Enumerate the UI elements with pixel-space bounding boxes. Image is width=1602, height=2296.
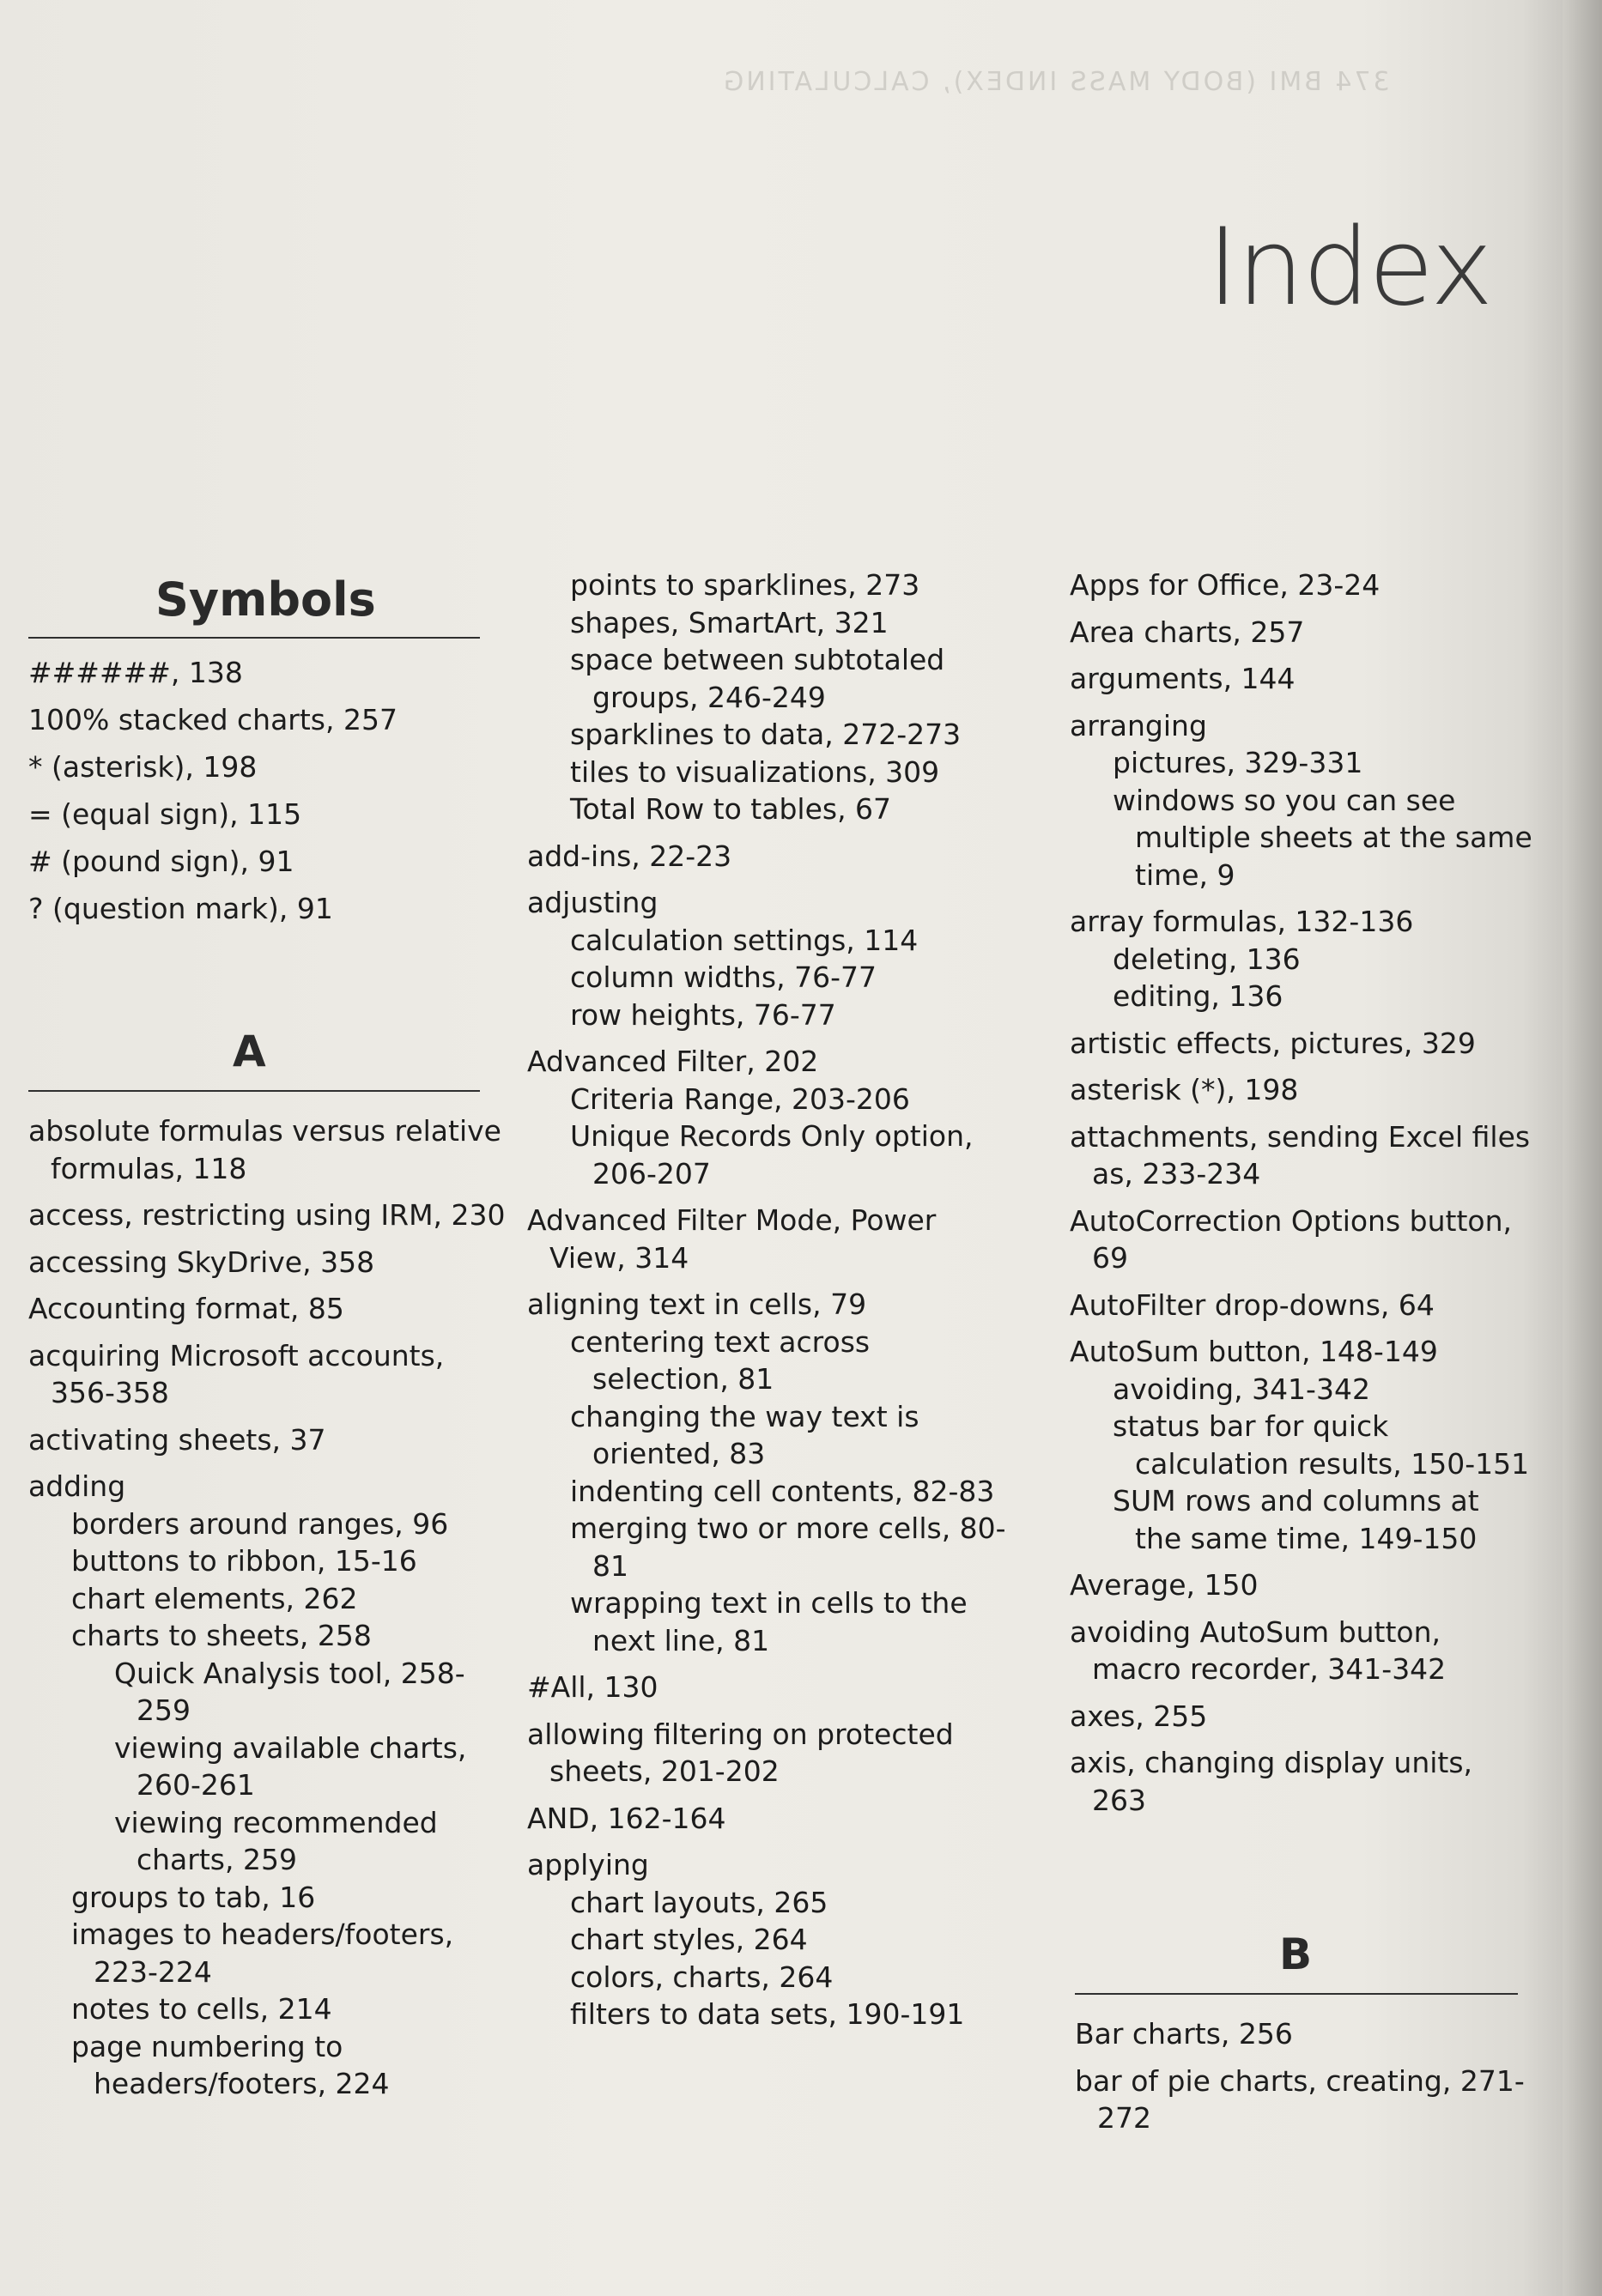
- index-subsubentry: Quick Analysis tool, 258-259: [114, 1656, 465, 1727]
- index-subentry: borders around ranges, 96: [71, 1506, 449, 1541]
- index-entry: add-ins, 22-23: [527, 839, 732, 873]
- index-entry: applying: [527, 1848, 649, 1881]
- index-subentry: deleting, 136: [1113, 942, 1301, 976]
- index-subentry: chart layouts, 265: [570, 1885, 828, 1919]
- symbols-entries: [28, 654, 509, 937]
- index-subsubentry: viewing available charts, 260-261: [114, 1730, 467, 1802]
- index-entry: Area charts, 257: [1070, 615, 1305, 649]
- index-entry: Bar charts, 256: [1075, 2017, 1293, 2051]
- index-entry: Average, 150: [1070, 1568, 1259, 1602]
- index-entry: AutoFilter drop-downs, 64: [1070, 1287, 1435, 1322]
- index-subentry: merging two or more cells, 80-81: [570, 1511, 1006, 1583]
- index-subentry: Total Row to tables, 67: [570, 792, 892, 826]
- index-subentry: space between subtotaled groups, 246-249: [570, 643, 945, 714]
- index-subentry: shapes, SmartArt, 321: [570, 605, 889, 639]
- index-entry: = (equal sign), 115: [28, 797, 302, 831]
- book-spine-shadow: [1563, 0, 1602, 2296]
- index-subentry: filters to data sets, 190-191: [570, 1997, 965, 2031]
- index-subentry: indenting cell contents, 82-83: [570, 1474, 995, 1508]
- section-rule-b: [1075, 1993, 1518, 1995]
- index-entry: Advanced Filter Mode, Power View, 314: [527, 1203, 937, 1275]
- index-subentry: chart elements, 262: [71, 1581, 358, 1615]
- index-entry: activating sheets, 37: [28, 1422, 326, 1457]
- index-subentry: buttons to ribbon, 15-16: [71, 1544, 417, 1578]
- index-subentry: pictures, 329-331: [1113, 746, 1363, 779]
- index-entry: #All, 130: [527, 1670, 658, 1704]
- section-heading-symbols: Symbols: [155, 572, 376, 627]
- col3-entries: [1070, 566, 1533, 1828]
- index-subentry: Unique Records Only option, 206-207: [570, 1119, 974, 1190]
- index-entry: Accounting format, 85: [28, 1292, 344, 1325]
- index-entry: * (asterisk), 198: [28, 750, 258, 784]
- index-entry: accessing SkyDrive, 358: [28, 1245, 375, 1279]
- index-entry: arguments, 144: [1070, 662, 1296, 695]
- index-entry: Advanced Filter, 202: [527, 1045, 819, 1078]
- index-entry: asterisk (*), 198: [1070, 1073, 1299, 1106]
- index-entry: AND, 162-164: [527, 1801, 726, 1835]
- index-entry: access, restricting using IRM, 230: [28, 1198, 506, 1232]
- section-heading-a: A: [233, 1027, 266, 1076]
- index-entry: arranging: [1070, 708, 1207, 742]
- index-entry: bar of pie charts, creating, 271-272: [1075, 2063, 1525, 2135]
- bleed-through-header: 374 BMI (BODY MASS INDEX), CALCULATING: [721, 67, 1390, 97]
- index-entry: avoiding AutoSum button, macro recorder, 341-342: [1070, 1614, 1447, 1686]
- index-subentry: groups to tab, 16: [71, 1880, 316, 1914]
- page-title: Index: [1207, 206, 1492, 330]
- index-entry: axes, 255: [1070, 1699, 1208, 1733]
- index-subentry: images to headers/footers, 223-224: [71, 1917, 454, 1989]
- index-subentry: changing the way text is oriented, 83: [570, 1399, 919, 1470]
- index-entry: ######, 138: [28, 656, 243, 689]
- index-entry: array formulas, 132-136: [1070, 905, 1414, 938]
- index-subentry: points to sparklines, 273: [570, 568, 920, 602]
- index-entry: axis, changing display units, 263: [1070, 1746, 1473, 1817]
- index-subentry: chart styles, 264: [570, 1923, 808, 1956]
- index-entry: acquiring Microsoft accounts, 356-358: [28, 1338, 445, 1409]
- index-entry: adding: [28, 1469, 126, 1503]
- section-rule-a: [28, 1090, 480, 1092]
- index-subentry: column widths, 76-77: [570, 960, 877, 994]
- index-entry: # (pound sign), 91: [28, 845, 294, 878]
- index-subentry: calculation settings, 114: [570, 923, 919, 957]
- index-subentry: status bar for quick calculation results, 150-151: [1113, 1409, 1530, 1481]
- section-heading-b: B: [1279, 1929, 1313, 1979]
- index-subentry: charts to sheets, 258: [71, 1619, 372, 1652]
- index-subentry: tiles to visualizations, 309: [570, 754, 940, 789]
- index-entry: absolute formulas versus relative formulas, 118: [28, 1114, 501, 1185]
- index-subentry: windows so you can see multiple sheets at the same time, 9: [1113, 783, 1532, 892]
- index-entry: allowing filtering on protected sheets, 201-202: [527, 1717, 954, 1788]
- index-entry: artistic effects, pictures, 329: [1070, 1026, 1476, 1060]
- index-entry: ? (question mark), 91: [28, 892, 333, 925]
- index-subentry: sparklines to data, 272-273: [570, 718, 962, 751]
- section-rule-symbols: [28, 637, 480, 639]
- index-subsubentry: viewing recommended charts, 259: [114, 1805, 438, 1876]
- index-subentry: row heights, 76-77: [570, 997, 836, 1032]
- index-subentry: Criteria Range, 203-206: [570, 1081, 910, 1116]
- index-subentry: colors, charts, 264: [570, 1960, 834, 1994]
- index-entry: attachments, sending Excel files as, 233-234: [1070, 1119, 1531, 1190]
- b-entries: [1075, 2015, 1538, 2147]
- index-entry: adjusting: [527, 886, 658, 919]
- index-subentry: centering text across selection, 81: [570, 1324, 871, 1396]
- index-subentry: wrapping text in cells to the next line, 81: [570, 1586, 968, 1657]
- index-subentry: page numbering to headers/footers, 224: [71, 2029, 390, 2100]
- index-entry: 100% stacked charts, 257: [28, 703, 397, 736]
- index-entry: Apps for Office, 23-24: [1070, 568, 1381, 602]
- col2-entries: [527, 566, 1008, 2033]
- index-entry: AutoSum button, 148-149: [1070, 1335, 1438, 1368]
- index-subentry: notes to cells, 214: [71, 1992, 332, 2026]
- a-entries: [28, 1112, 509, 2103]
- index-subentry: avoiding, 341-342: [1113, 1372, 1370, 1406]
- index-entry: AutoCorrection Options button, 69: [1070, 1203, 1512, 1275]
- index-subentry: SUM rows and columns at the same time, 149-150: [1113, 1484, 1479, 1555]
- index-subentry: editing, 136: [1113, 979, 1283, 1013]
- index-entry: aligning text in cells, 79: [527, 1287, 867, 1321]
